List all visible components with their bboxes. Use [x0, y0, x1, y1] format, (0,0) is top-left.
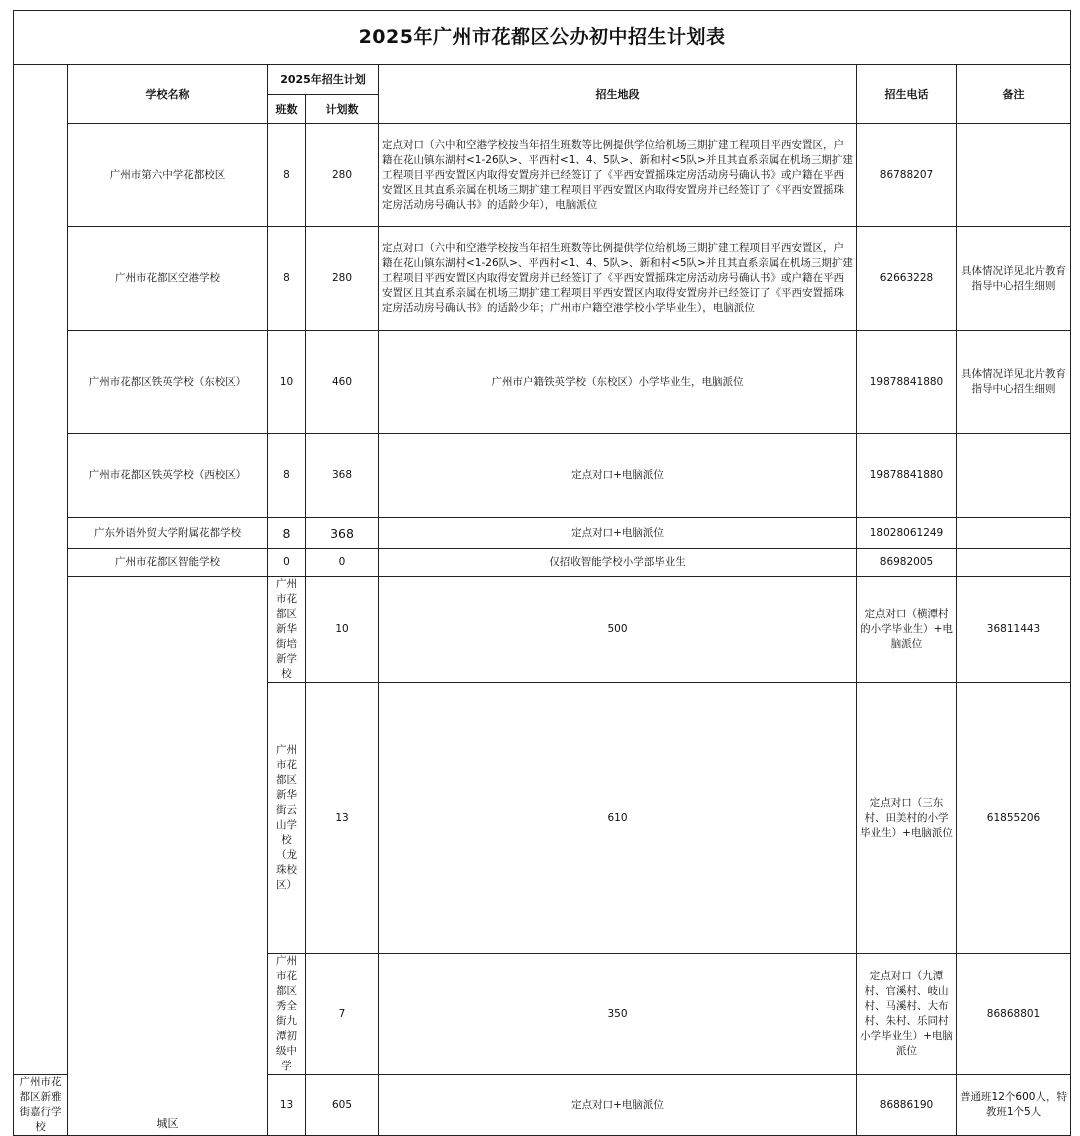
plan-quota: 350	[379, 954, 857, 1075]
class-count: 10	[306, 577, 379, 683]
enrollment-zone: 定点对口+电脑派位	[379, 434, 857, 518]
enrollment-zone: 定点对口（六中和空港学校按当年招生班数等比例提供学位给机场三期扩建工程项目平西安置区，户籍在花山镇东湖村<1-26队>、平西村<1、4、5队>、新和村<5队>并且其直系亲属在机场三期扩建工程项目平西安置区内取得安置房并已经签订了《平西安置摇珠定房活动房号确认书》或户籍在平西安置区且其直系亲属在机场三期扩建工程项目平西安置区内取得安置房并已经签订了《平西安置摇珠定房活动房号确认书》的适龄少年），电脑派位	[379, 124, 857, 227]
table-row	[14, 549, 1071, 577]
plan-quota: 368	[306, 434, 379, 518]
phone-number: 86886190	[857, 1075, 957, 1136]
remark: 普通班12个600人，特教班1个5人	[957, 1075, 1071, 1136]
plan-quota: 368	[306, 518, 379, 549]
header-note: 备注	[957, 65, 1071, 124]
header-quota: 计划数	[306, 95, 379, 124]
enrollment-zone: 定点对口+电脑派位	[379, 1075, 857, 1136]
phone-number: 62663228	[857, 227, 957, 331]
school-name: 广州市花都区新华街云山学校（龙珠校区）	[268, 683, 306, 954]
school-name: 广州市花都区铁英学校（西校区）	[68, 434, 268, 518]
phone-number: 86788207	[857, 124, 957, 227]
class-count: 10	[268, 331, 306, 434]
enrollment-zone: 广州市户籍铁英学校（东校区）小学毕业生，电脑派位	[379, 331, 857, 434]
plan-sheet	[13, 10, 1070, 1136]
school-name: 广州市花都区空港学校	[68, 227, 268, 331]
table-title: 2025年广州市花都区公办初中招生计划表	[14, 11, 1071, 65]
plan-quota: 0	[306, 549, 379, 577]
school-name: 广州市花都区铁英学校（东校区）	[68, 331, 268, 434]
phone-number: 61855206	[957, 683, 1071, 954]
school-name: 广东外语外贸大学附属花都学校	[68, 518, 268, 549]
table-row	[14, 577, 1071, 683]
phone-number: 86982005	[857, 549, 957, 577]
plan-quota: 610	[379, 683, 857, 954]
remark	[957, 434, 1071, 518]
table-row	[14, 331, 1071, 434]
enrollment-zone: 定点对口+电脑派位	[379, 518, 857, 549]
school-name: 广州市花都区智能学校	[68, 549, 268, 577]
enrollment-zone: 定点对口（六中和空港学校按当年招生班数等比例提供学位给机场三期扩建工程项目平西安置区，户籍在花山镇东湖村<1-26队>、平西村<1、4、5队>、新和村<5队>并且其直系亲属在机场三期扩建工程项目平西安置区内取得安置房并已经签订了《平西安置摇珠定房活动房号确认书》或户籍在平西安置区且其直系亲属在机场三期扩建工程项目平西安置区内取得安置房并已经签订了《平西安置摇珠定房活动房号确认书》的适龄少年；广州市户籍空港学校小学毕业生），电脑派位	[379, 227, 857, 331]
table-row	[14, 227, 1071, 331]
header-zone: 招生地段	[379, 65, 857, 124]
remark	[957, 549, 1071, 577]
area-label: 城区	[68, 577, 268, 1136]
enrollment-zone: 定点对口（九潭村、官溪村、岐山村、马溪村、大布村、朱村、乐同村小学毕业生）+电脑派位	[857, 954, 957, 1075]
remark: 具体情况详见北片教育指导中心招生细则	[957, 331, 1071, 434]
header-school: 学校名称	[68, 65, 268, 124]
enrollment-table	[13, 10, 1071, 1136]
header-row-1	[14, 65, 1071, 95]
enrollment-zone: 仅招收智能学校小学部毕业生	[379, 549, 857, 577]
remark	[957, 518, 1071, 549]
phone-number: 19878841880	[857, 331, 957, 434]
class-count: 8	[268, 124, 306, 227]
plan-quota: 280	[306, 124, 379, 227]
class-count: 7	[306, 954, 379, 1075]
phone-number: 86868801	[957, 954, 1071, 1075]
school-name: 广州市第六中学花都校区	[68, 124, 268, 227]
plan-quota: 605	[306, 1075, 379, 1136]
class-count: 0	[268, 549, 306, 577]
table-row	[14, 518, 1071, 549]
class-count: 8	[268, 434, 306, 518]
title-row	[14, 11, 1071, 65]
remark	[957, 124, 1071, 227]
plan-quota: 500	[379, 577, 857, 683]
header-classes: 班数	[268, 95, 306, 124]
class-count: 8	[268, 518, 306, 549]
area-cell-upper	[14, 65, 68, 1075]
enrollment-zone: 定点对口（三东村、田美村的小学毕业生）+电脑派位	[857, 683, 957, 954]
plan-quota: 280	[306, 227, 379, 331]
class-count: 8	[268, 227, 306, 331]
phone-number: 19878841880	[857, 434, 957, 518]
header-phone: 招生电话	[857, 65, 957, 124]
school-name: 广州市花都区新华街培新学校	[268, 577, 306, 683]
table-row	[14, 434, 1071, 518]
school-name: 广州市花都区新雅街嘉行学校	[14, 1075, 68, 1136]
header-plan: 2025年招生计划	[268, 65, 379, 95]
class-count: 13	[268, 1075, 306, 1136]
table-row	[14, 124, 1071, 227]
enrollment-zone: 定点对口（横潭村的小学毕业生）+电脑派位	[857, 577, 957, 683]
phone-number: 18028061249	[857, 518, 957, 549]
school-name: 广州市花都区秀全街九潭初级中学	[268, 954, 306, 1075]
phone-number: 36811443	[957, 577, 1071, 683]
plan-quota: 460	[306, 331, 379, 434]
remark: 具体情况详见北片教育指导中心招生细则	[957, 227, 1071, 331]
class-count: 13	[306, 683, 379, 954]
